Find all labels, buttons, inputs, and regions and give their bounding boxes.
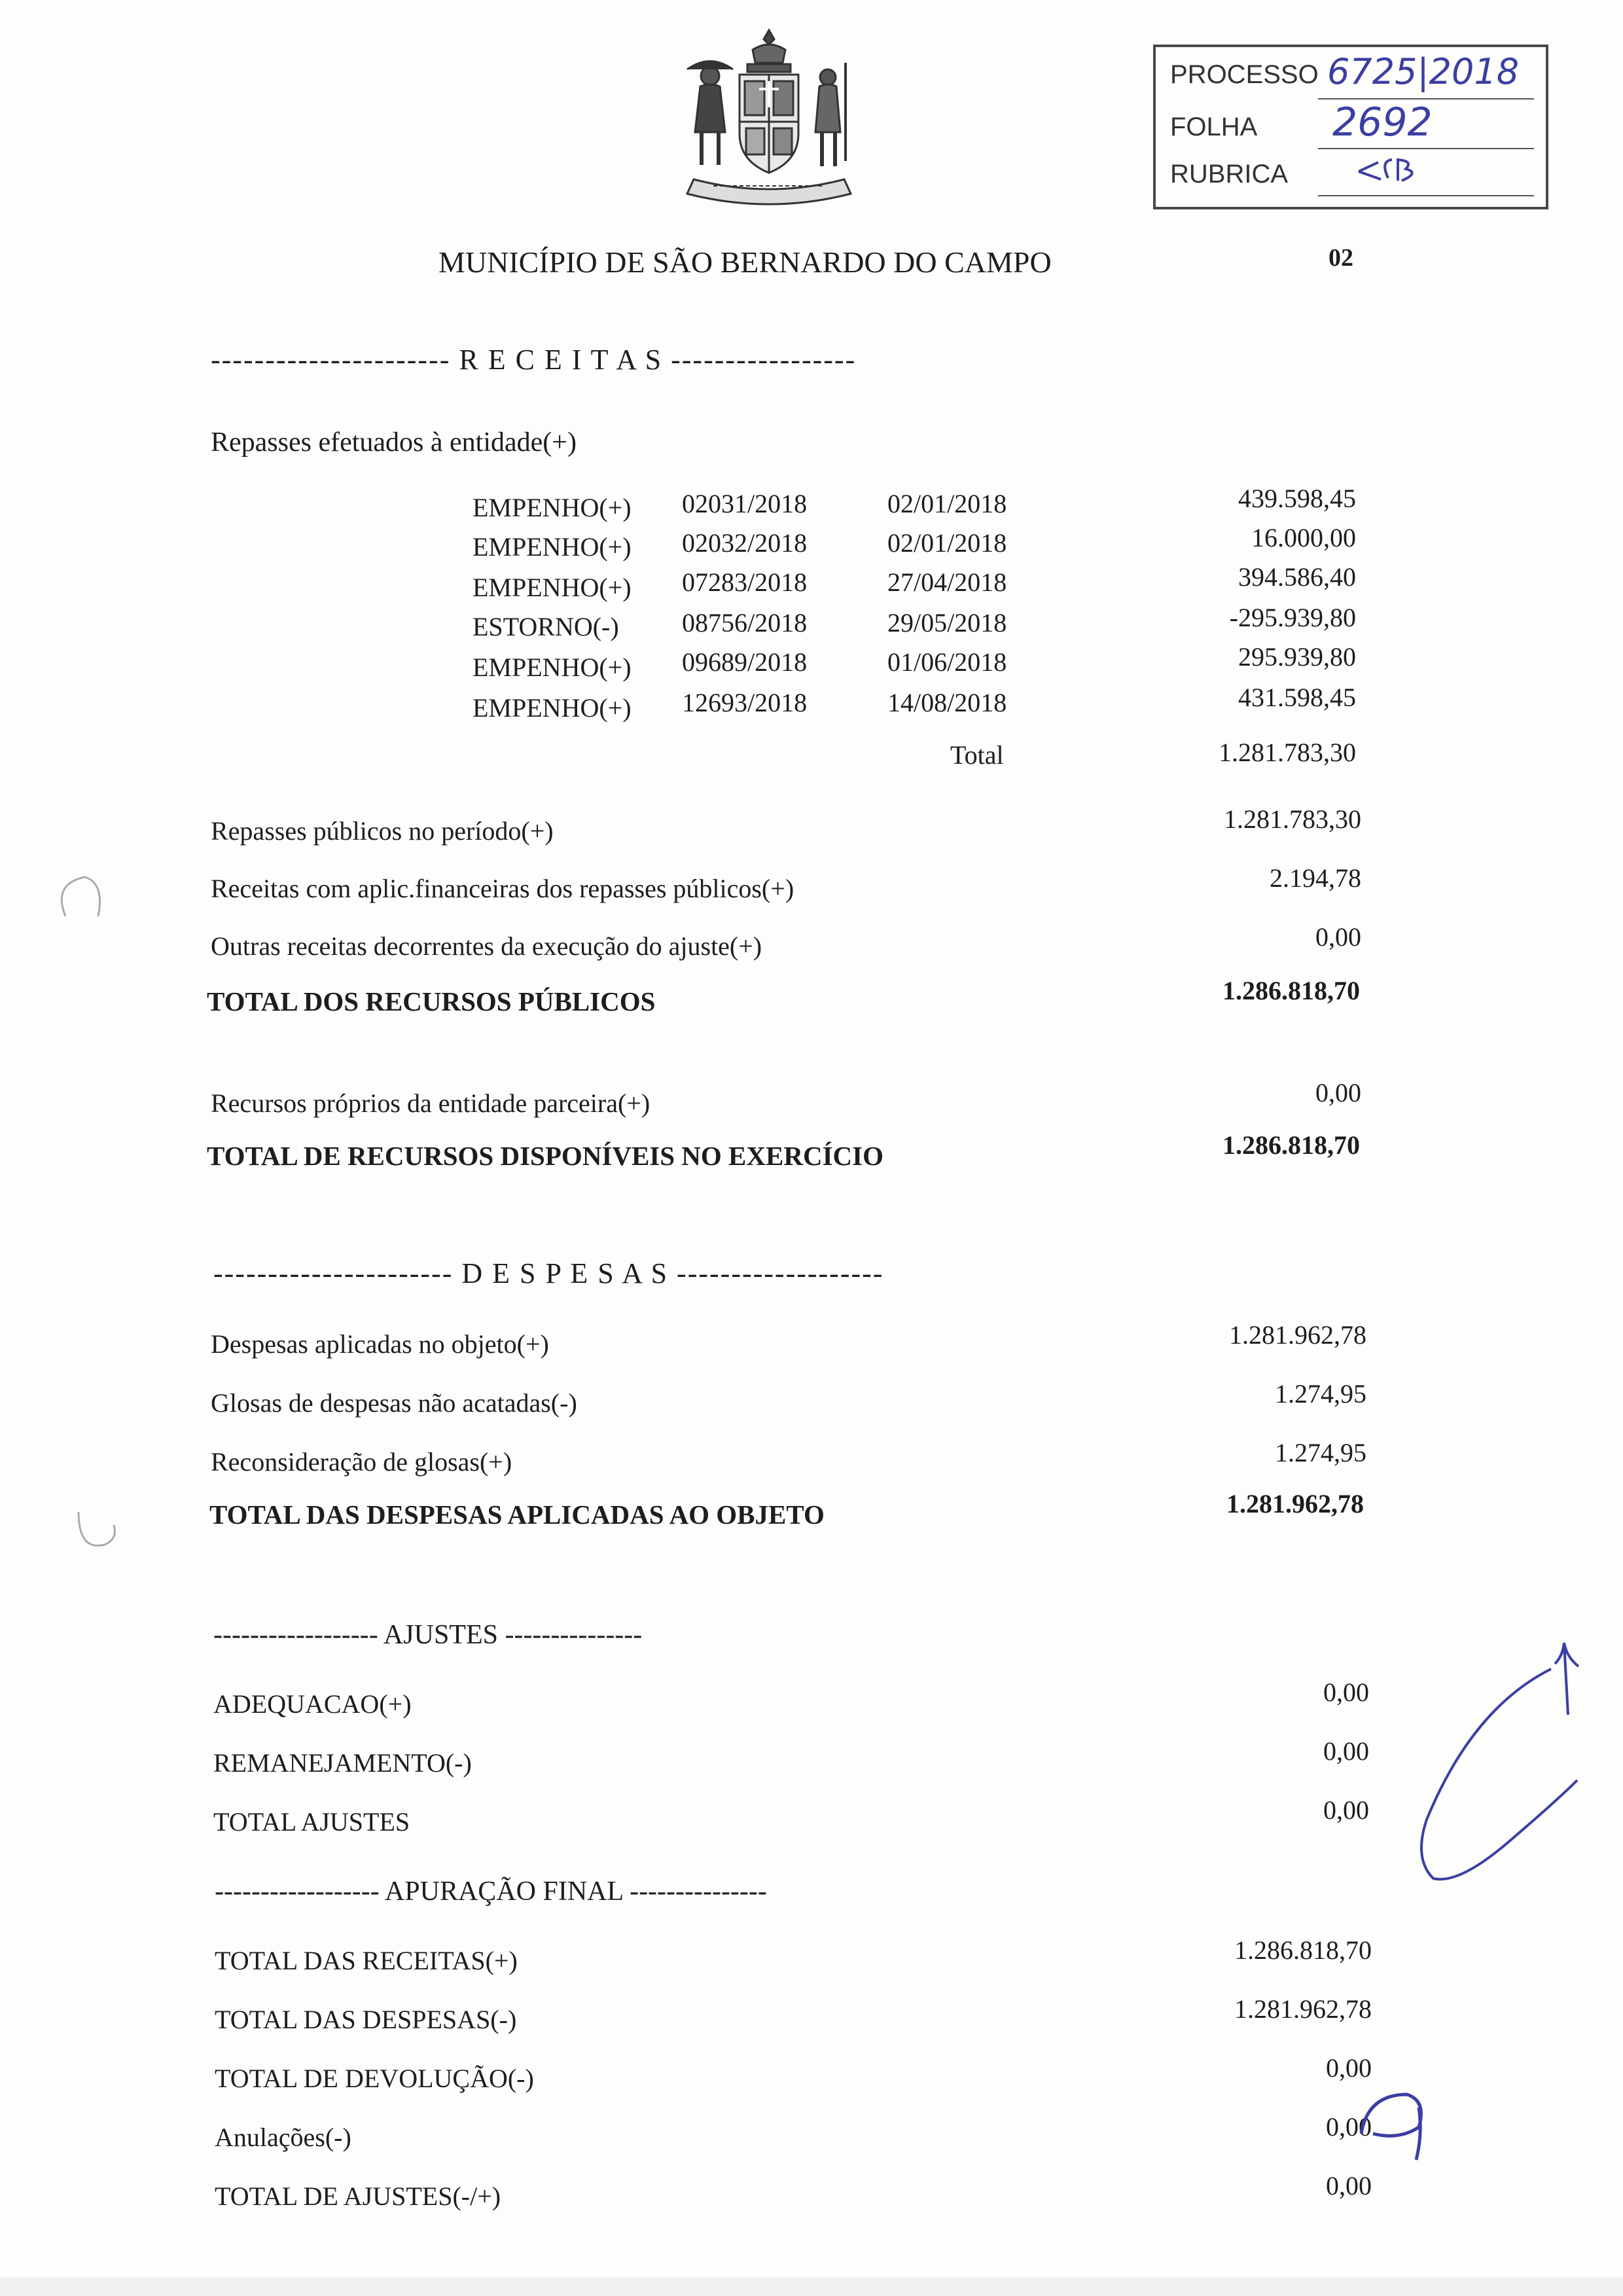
folha-underline	[1318, 148, 1534, 149]
entry-type: EMPENHO(+)	[473, 653, 632, 682]
entry-value: 16.000,00	[1251, 523, 1356, 552]
total-publicos-label: TOTAL DOS RECURSOS PÚBLICOS	[207, 986, 656, 1016]
adequacao-value: 0,00	[1323, 1677, 1369, 1707]
entry-type: EMPENHO(+)	[473, 693, 632, 723]
total-despesas-label: TOTAL DAS DESPESAS APLICADAS AO OBJETO	[209, 1499, 825, 1530]
reconsideracao-label: Reconsideração de glosas(+)	[211, 1447, 512, 1477]
total-despesas-final-label: TOTAL DAS DESPESAS(-)	[215, 2005, 517, 2034]
processo-label: PROCESSO	[1170, 60, 1319, 89]
folha-value: 2692	[1332, 99, 1433, 145]
entry-date: 02/01/2018	[887, 528, 1007, 558]
rubrica-signature-icon	[1352, 152, 1450, 191]
total-value: 1.281.783,30	[1219, 738, 1356, 767]
page-number: 02	[1329, 244, 1353, 272]
total-devolucao-label: TOTAL DE DEVOLUÇÃO(-)	[215, 2064, 534, 2093]
entry-date: 02/01/2018	[887, 489, 1007, 518]
entry-number: 07283/2018	[682, 567, 808, 597]
recursos-proprios-label: Recursos próprios da entidade parceira(+)	[211, 1088, 651, 1118]
total-ajustes-label: TOTAL AJUSTES	[213, 1807, 410, 1837]
entry-number: 02032/2018	[682, 528, 808, 558]
despesas-objeto-value: 1.281.962,78	[1229, 1320, 1366, 1350]
outras-receitas-value: 0,00	[1315, 922, 1361, 952]
entry-number: 08756/2018	[682, 608, 808, 637]
anulacoes-value: 0,00	[1326, 2112, 1372, 2142]
rubrica-label: RUBRICA	[1170, 160, 1289, 188]
entry-number: 09689/2018	[682, 647, 808, 677]
glosas-value: 1.274,95	[1275, 1379, 1366, 1408]
despesas-heading: ---------------------- D E S P E S A S -------------------	[213, 1257, 884, 1289]
reconsideracao-value: 1.274,95	[1275, 1438, 1366, 1467]
entry-date: 27/04/2018	[887, 567, 1007, 597]
recursos-proprios-value: 0,00	[1315, 1078, 1361, 1107]
remanejamento-value: 0,00	[1323, 1736, 1369, 1766]
anulacoes-label: Anulações(-)	[215, 2123, 351, 2152]
repasses-label: Repasses efetuados à entidade(+)	[211, 427, 577, 457]
total-disponiveis-value: 1.286.818,70	[1222, 1130, 1360, 1160]
total-receitas-label: TOTAL DAS RECEITAS(+)	[215, 1946, 518, 1975]
punch-hole-mark-icon	[52, 870, 111, 929]
total-disponiveis-label: TOTAL DE RECURSOS DISPONÍVEIS NO EXERCÍCIO	[207, 1141, 883, 1171]
total-publicos-value: 1.286.818,70	[1222, 976, 1360, 1005]
entry-number: 12693/2018	[682, 688, 808, 717]
entry-value: 394.586,40	[1238, 562, 1356, 592]
glosas-label: Glosas de despesas não acatadas(-)	[211, 1388, 577, 1418]
adequacao-label: ADEQUACAO(+)	[213, 1689, 412, 1719]
entry-date: 29/05/2018	[887, 608, 1007, 637]
process-stamp	[1153, 45, 1548, 209]
entry-value: -295.939,80	[1229, 603, 1356, 632]
total-ajustes-value: 0,00	[1323, 1795, 1369, 1825]
entry-number: 02031/2018	[682, 489, 808, 518]
page-title: MUNICÍPIO DE SÃO BERNARDO DO CAMPO	[438, 245, 1052, 279]
apuracao-heading: ------------------ APURAÇÃO FINAL ---------------	[215, 1876, 767, 1907]
entry-value: 439.598,45	[1238, 484, 1356, 513]
remanejamento-label: REMANEJAMENTO(-)	[213, 1748, 472, 1778]
entry-date: 01/06/2018	[887, 647, 1007, 677]
total-devolucao-value: 0,00	[1326, 2053, 1372, 2083]
repasses-publicos-label: Repasses públicos no período(+)	[211, 816, 554, 846]
aplic-financeiras-value: 2.194,78	[1270, 863, 1361, 893]
total-ajustes-final-value: 0,00	[1326, 2171, 1372, 2200]
total-despesas-value: 1.281.962,78	[1226, 1489, 1364, 1518]
rubrica-underline	[1318, 195, 1534, 196]
despesas-objeto-label: Despesas aplicadas no objeto(+)	[211, 1329, 549, 1359]
entry-type: EMPENHO(+)	[473, 532, 632, 562]
receitas-heading: ---------------------- R E C E I T A S -----------------	[211, 344, 857, 376]
entry-date: 14/08/2018	[887, 688, 1007, 717]
aplic-financeiras-label: Receitas com aplic.financeiras dos repasses públicos(+)	[211, 874, 794, 903]
repasses-publicos-value: 1.281.783,30	[1224, 804, 1361, 834]
scan-edge	[0, 2278, 1623, 2296]
processo-value: 6725|2018	[1327, 51, 1520, 92]
entry-value: 431.598,45	[1238, 683, 1356, 712]
entry-type: ESTORNO(-)	[473, 612, 619, 641]
total-despesas-final-value: 1.281.962,78	[1234, 1994, 1372, 2024]
total-ajustes-final-label: TOTAL DE AJUSTES(-/+)	[215, 2181, 501, 2211]
total-receitas-value: 1.286.818,70	[1234, 1935, 1372, 1965]
total-label: Total	[950, 740, 1004, 770]
municipal-coat-of-arms-icon	[674, 24, 864, 208]
entry-type: EMPENHO(+)	[473, 493, 632, 522]
entry-type: EMPENHO(+)	[473, 573, 632, 602]
ajustes-heading: ------------------ AJUSTES ---------------	[213, 1620, 643, 1650]
outras-receitas-label: Outras receitas decorrentes da execução do ajuste(+)	[211, 931, 762, 961]
entry-value: 295.939,80	[1238, 642, 1356, 672]
handwritten-initial-icon	[1414, 1630, 1590, 1892]
folha-label: FOLHA	[1170, 113, 1258, 141]
punch-hole-mark-icon	[65, 1499, 124, 1558]
handwritten-check-icon	[1348, 2081, 1440, 2166]
